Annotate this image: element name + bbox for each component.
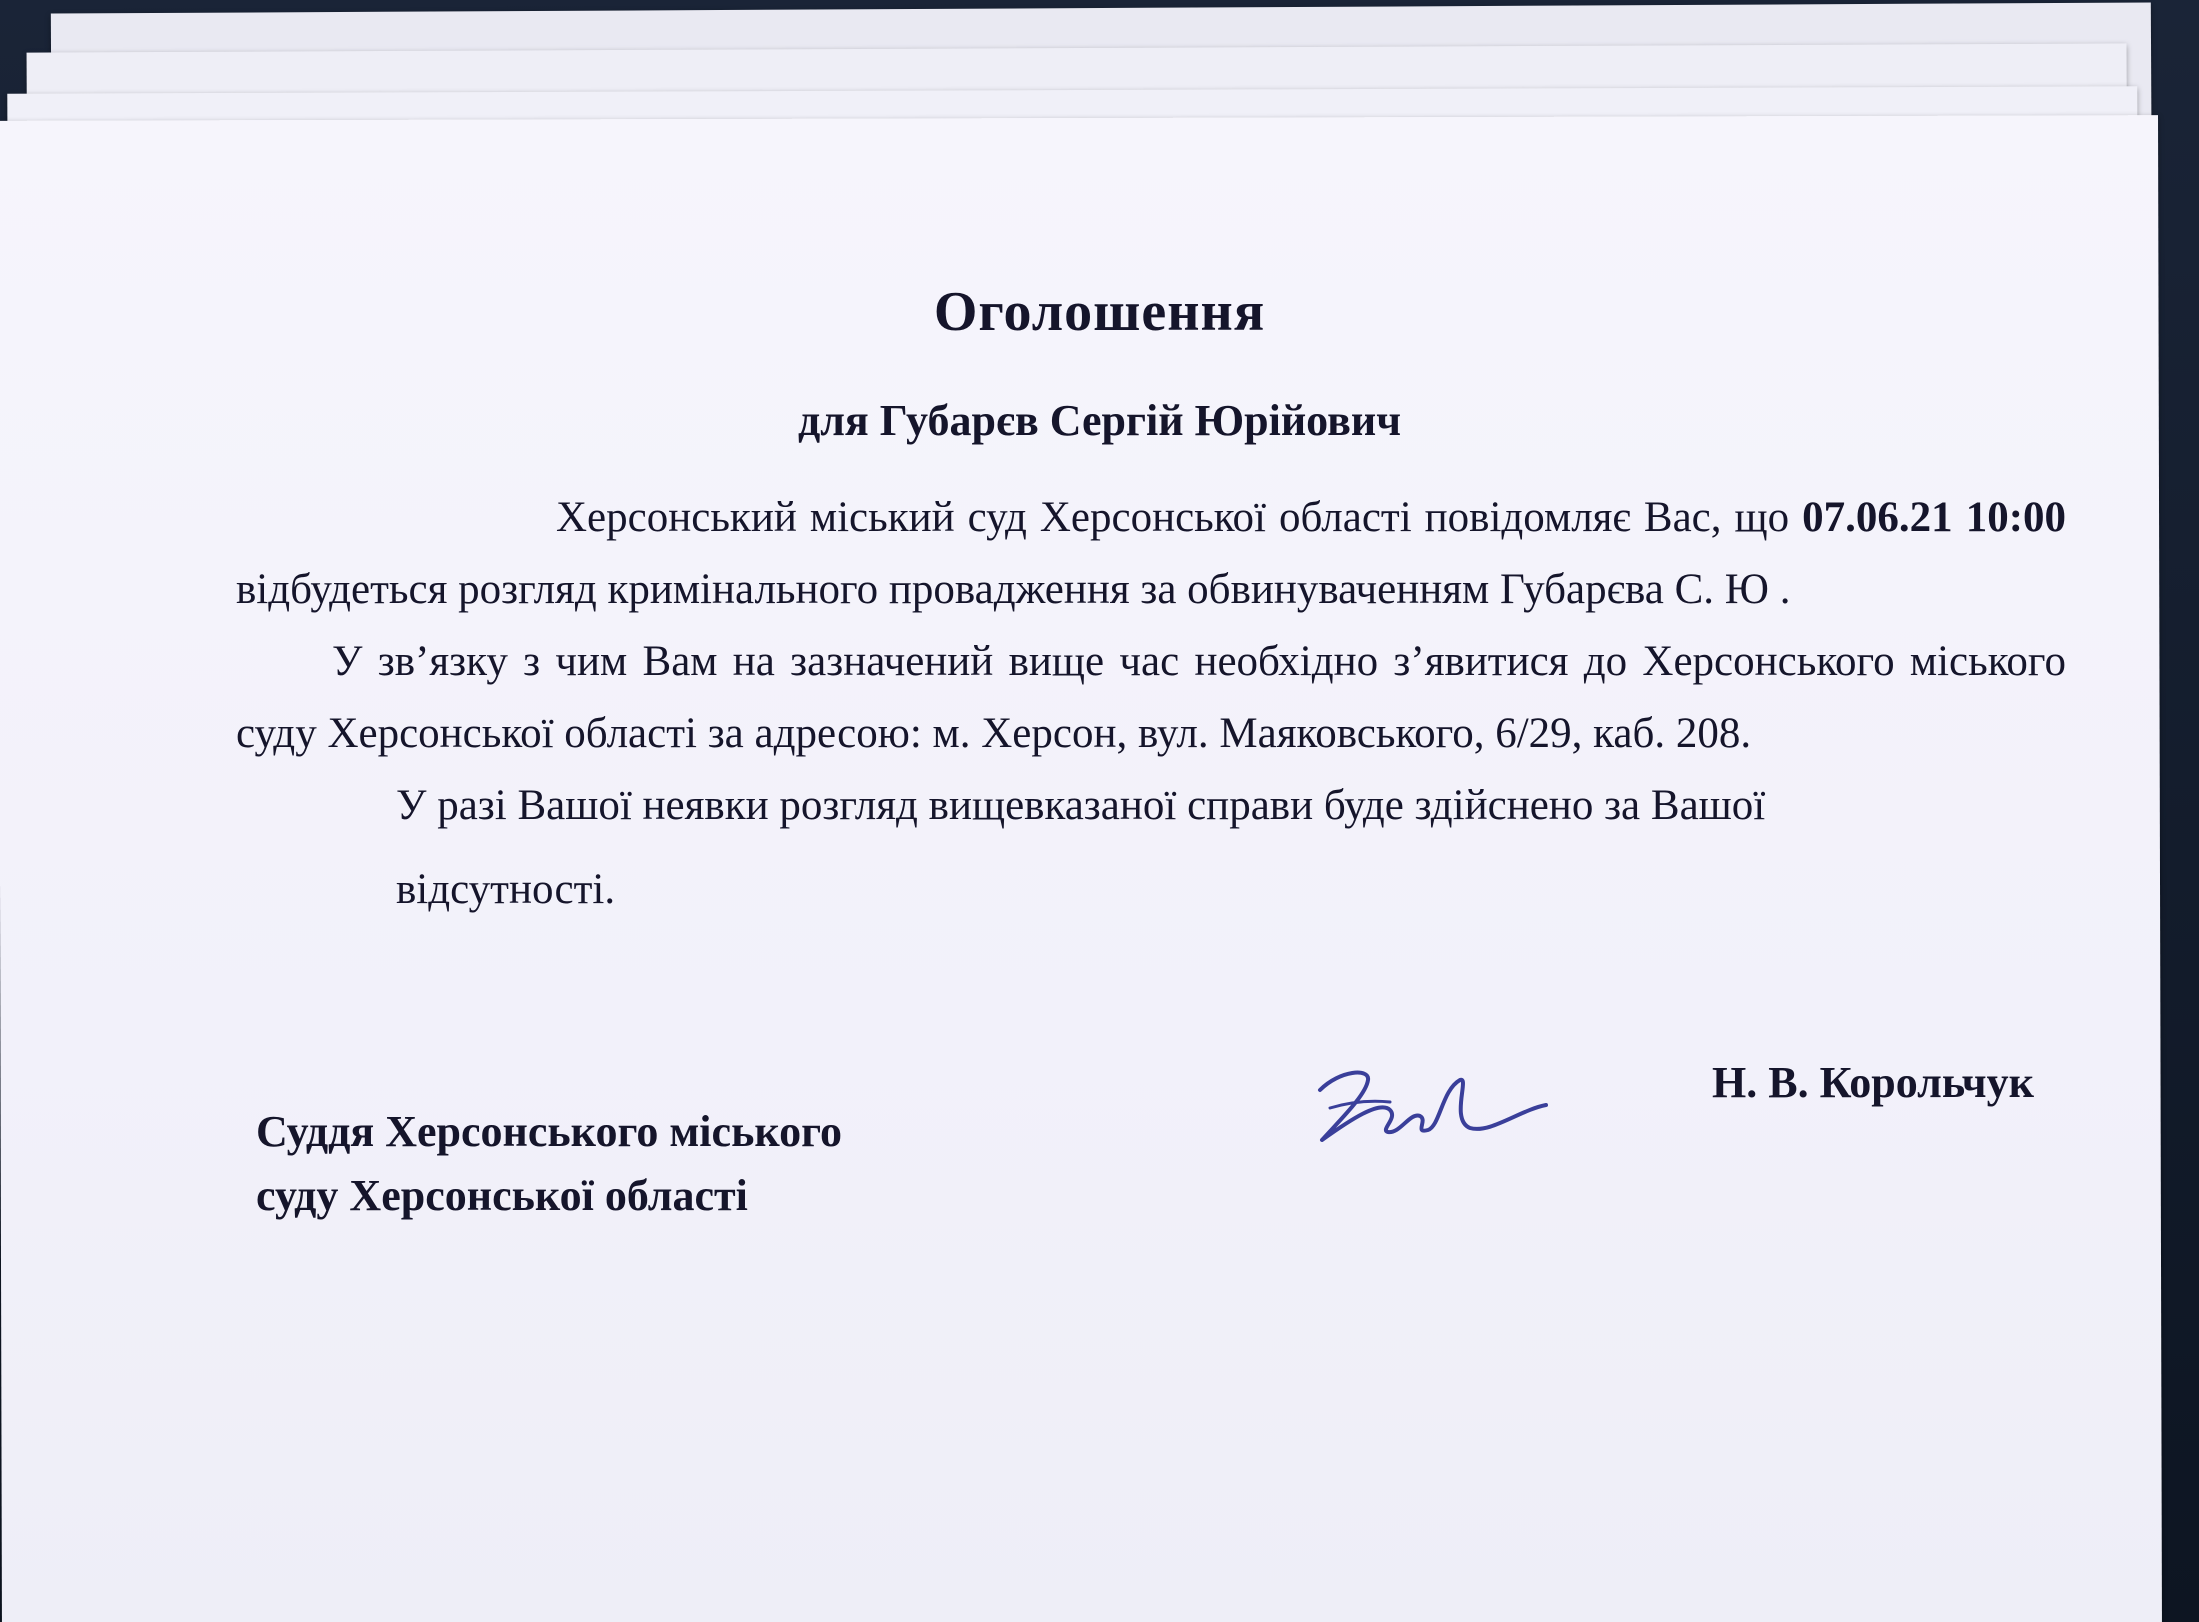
hearing-datetime: 07.06.21 10:00 [1802,494,2067,541]
paragraph-hearing-intro: Херсонський міський суд Херсонської області повідомляє Вас, що [556,494,1790,541]
handwritten-signature [1310,1050,1550,1160]
announcement-body [236,482,2066,926]
document-title: Оголошення [933,281,1266,343]
signer-title-line2: суду Херсонської області [256,1171,748,1220]
signer-name: Н. В. Корольчук [1712,1058,2034,1107]
paragraph-hearing-notice [236,482,2066,626]
paragraph-absence-main: У разі Вашої неявки розгляд вищевказаної справи буде здійснено за Вашої [396,782,1766,829]
paragraph-absence-end: відсутності. [396,866,616,913]
paragraph-absence [236,770,2066,926]
paragraph-appearance: У зв’язку з чим Вам на зазначений вище час необхідно з’явитися до Херсонського міського суду Херсонської області за адресою: м. Херсон, вул. Маяковського, 6/29, каб. 208. [236,638,2066,757]
paragraph-hearing-rest: відбудеться розгляд кримінального провадження за обвинуваченням Губарєва С. Ю . [236,566,1791,613]
signer-title [256,1100,842,1228]
signer-title-line1: Суддя Херсонського міського [256,1107,842,1156]
recipient-line: для Губарєв Сергій Юрійович [797,396,1402,445]
